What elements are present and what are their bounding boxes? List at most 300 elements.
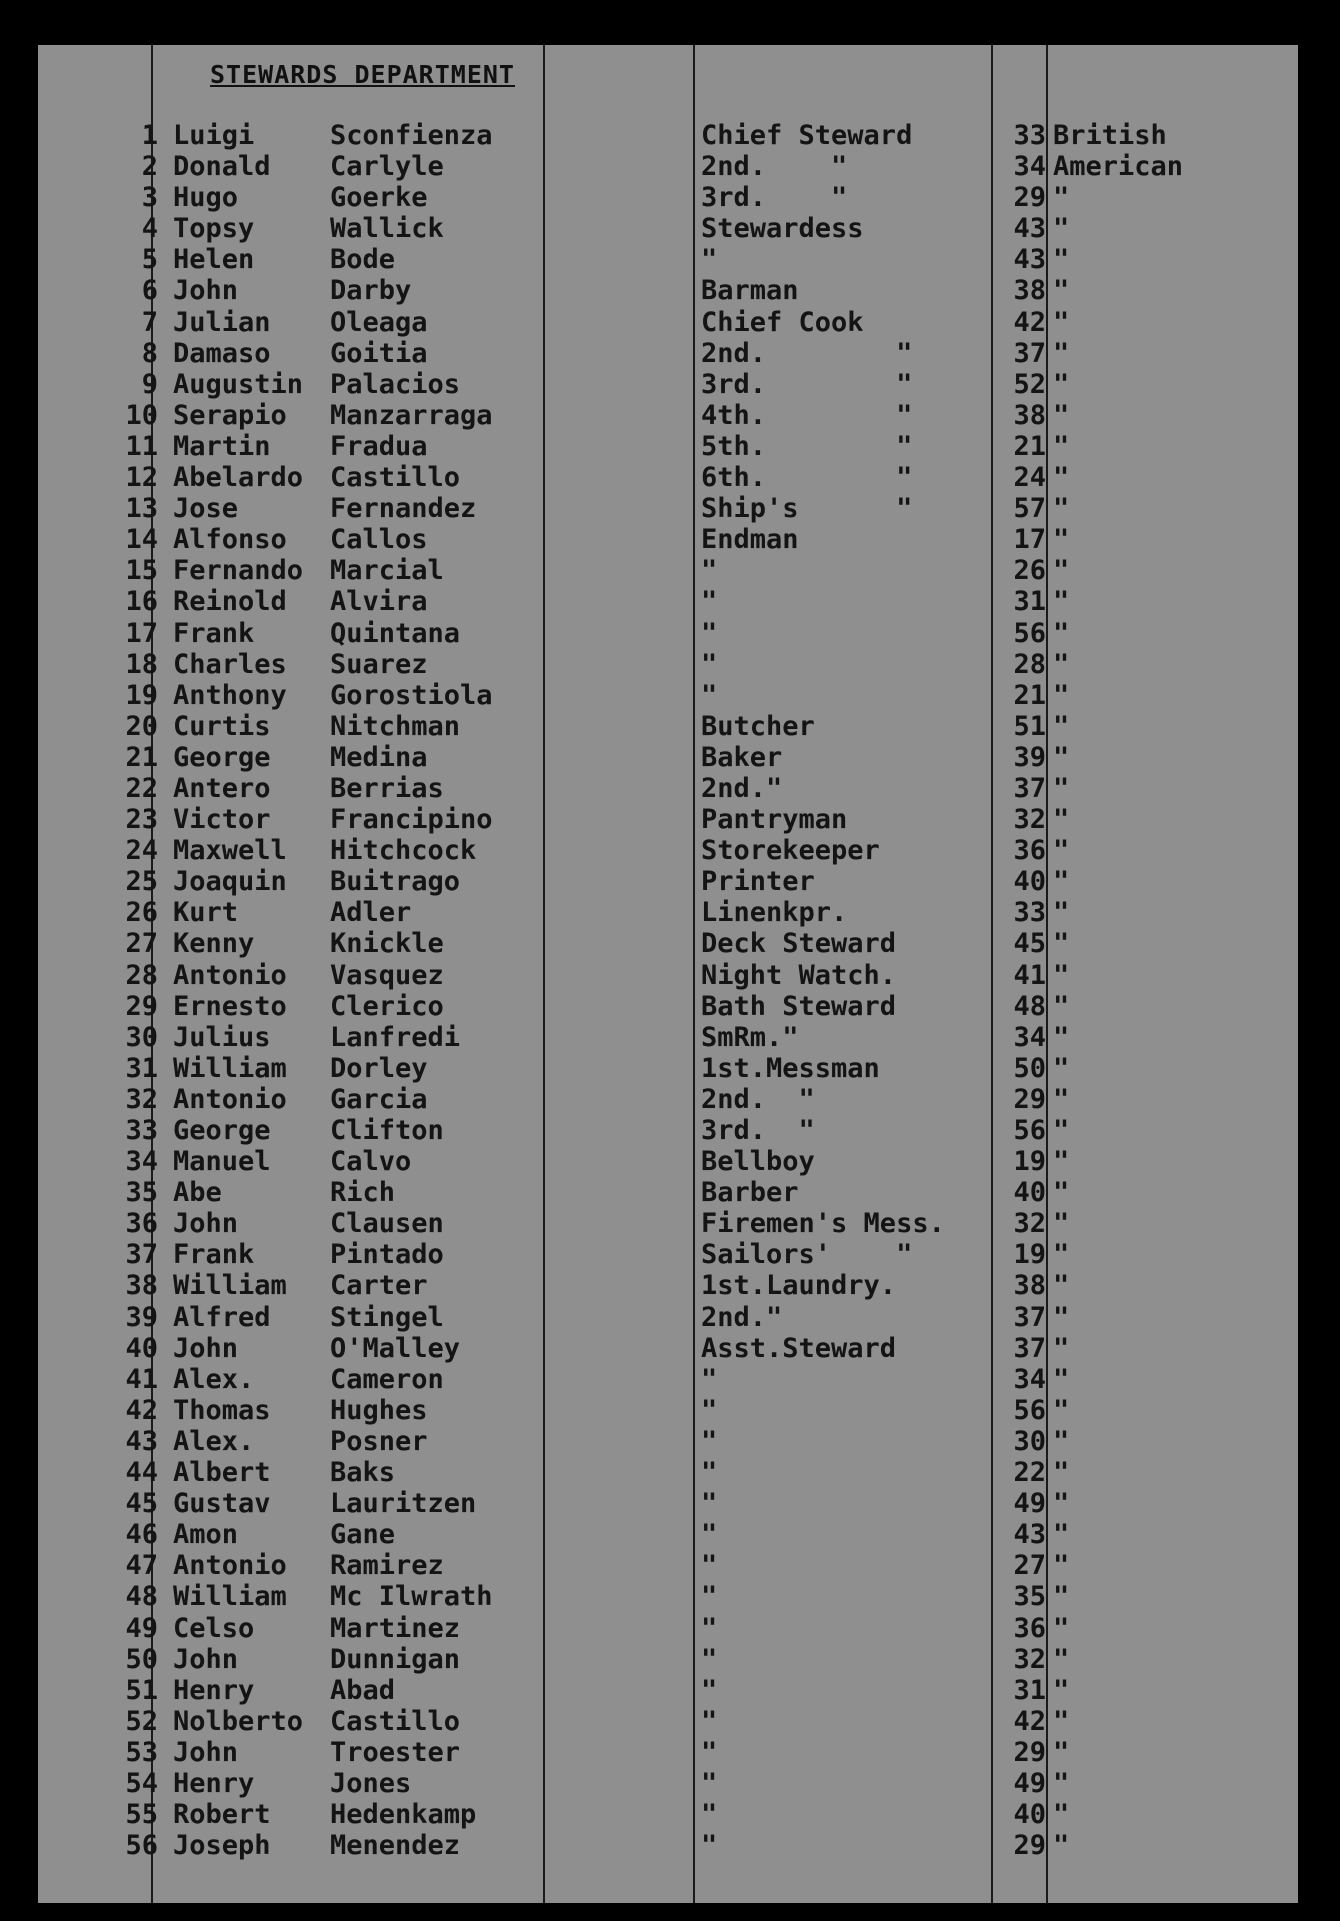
crew-nationality: "	[1053, 1301, 1070, 1333]
crew-number: 1	[141, 120, 158, 151]
crew-nationality: "	[1053, 337, 1070, 369]
crew-position: Stewardess	[701, 213, 864, 245]
crew-nationality: "	[1053, 990, 1070, 1022]
crew-number: 47	[125, 1550, 158, 1582]
crew-age: 36	[1013, 835, 1046, 867]
crew-age: 42	[1013, 306, 1046, 338]
crew-number: 11	[125, 430, 158, 462]
crew-nationality: "	[1053, 586, 1070, 618]
crew-row	[38, 897, 1298, 928]
crew-position: "	[701, 1394, 718, 1426]
crew-nationality: "	[1053, 462, 1070, 494]
crew-last-name: Hitchcock	[330, 835, 477, 867]
crew-number: 22	[125, 772, 158, 804]
crew-nationality: "	[1053, 555, 1070, 587]
crew-row	[38, 773, 1298, 804]
crew-nationality: "	[1053, 524, 1070, 556]
crew-first-name: Charles	[173, 648, 287, 680]
crew-number: 24	[125, 835, 158, 867]
crew-age: 38	[1013, 275, 1046, 307]
crew-row	[38, 1084, 1298, 1115]
crew-row	[38, 649, 1298, 680]
crew-last-name: Carlyle	[330, 151, 444, 183]
crew-nationality: "	[1053, 741, 1070, 773]
crew-last-name: Cameron	[330, 1363, 444, 1395]
crew-nationality: "	[1053, 1705, 1070, 1737]
crew-nationality: "	[1053, 710, 1070, 742]
crew-first-name: Fernando	[173, 555, 304, 587]
crew-row	[38, 1395, 1298, 1426]
crew-row	[38, 618, 1298, 649]
manifest-sheet	[38, 45, 1298, 1903]
crew-position: 3rd. "	[701, 368, 913, 400]
crew-nationality: "	[1053, 1799, 1070, 1831]
crew-last-name: Knickle	[330, 928, 444, 960]
crew-row	[38, 1302, 1298, 1333]
crew-first-name: Joaquin	[173, 866, 287, 898]
crew-first-name: Robert	[173, 1799, 271, 1831]
crew-number: 15	[125, 555, 158, 587]
crew-row	[38, 338, 1298, 369]
crew-nationality: "	[1053, 1239, 1070, 1271]
crew-position: "	[701, 1425, 718, 1457]
crew-age: 37	[1013, 1332, 1046, 1364]
crew-row	[38, 1768, 1298, 1799]
crew-first-name: Topsy	[173, 213, 255, 245]
crew-number: 21	[125, 741, 158, 773]
crew-position: 2nd. "	[701, 337, 913, 369]
crew-last-name: Garcia	[330, 1083, 428, 1115]
crew-position: Barber	[701, 1177, 799, 1209]
crew-last-name: Clerico	[330, 990, 444, 1022]
crew-last-name: Ramirez	[330, 1550, 444, 1582]
crew-age: 28	[1013, 648, 1046, 680]
crew-list	[38, 120, 1298, 1861]
crew-position: Sailors' "	[701, 1239, 913, 1271]
crew-row	[38, 1364, 1298, 1395]
crew-nationality: "	[1053, 804, 1070, 836]
crew-number: 13	[125, 493, 158, 525]
crew-age: 27	[1013, 1550, 1046, 1582]
crew-first-name: John	[173, 275, 239, 307]
crew-age: 43	[1013, 1519, 1046, 1551]
crew-first-name: Antero	[173, 772, 271, 804]
crew-first-name: Nolberto	[173, 1705, 304, 1737]
crew-age: 48	[1013, 990, 1046, 1022]
crew-number: 5	[141, 244, 158, 276]
crew-row	[38, 1830, 1298, 1861]
crew-number: 28	[125, 959, 158, 991]
crew-number: 55	[125, 1799, 158, 1831]
crew-last-name: Castillo	[330, 1705, 461, 1737]
crew-number: 35	[125, 1177, 158, 1209]
crew-number: 56	[125, 1830, 158, 1862]
crew-age: 41	[1013, 959, 1046, 991]
crew-position: 3rd. "	[701, 1115, 815, 1146]
crew-nationality: "	[1053, 1146, 1070, 1178]
crew-number: 38	[125, 1270, 158, 1302]
crew-first-name: George	[173, 741, 271, 773]
department-title: STEWARDS DEPARTMENT	[210, 60, 515, 89]
crew-number: 40	[125, 1332, 158, 1364]
crew-row	[38, 1799, 1298, 1830]
crew-position: "	[701, 1457, 718, 1489]
crew-row	[38, 431, 1298, 462]
crew-first-name: Anthony	[173, 679, 287, 711]
crew-row	[38, 1208, 1298, 1239]
crew-last-name: Adler	[330, 897, 412, 929]
crew-first-name: Alex.	[173, 1363, 255, 1395]
crew-first-name: Damaso	[173, 337, 271, 369]
crew-number: 25	[125, 866, 158, 898]
crew-nationality: "	[1053, 1083, 1070, 1115]
crew-row	[38, 120, 1298, 151]
crew-position: 2nd. "	[701, 1083, 815, 1115]
crew-first-name: Manuel	[173, 1146, 271, 1178]
crew-last-name: Goerke	[330, 182, 428, 214]
crew-position: "	[701, 555, 718, 587]
crew-nationality: "	[1053, 1332, 1070, 1364]
crew-position: "	[701, 679, 718, 711]
crew-age: 24	[1013, 462, 1046, 494]
crew-last-name: Martinez	[330, 1612, 461, 1644]
crew-last-name: Gane	[330, 1519, 396, 1551]
crew-nationality: "	[1053, 1270, 1070, 1302]
crew-row	[38, 586, 1298, 617]
crew-first-name: Amon	[173, 1519, 239, 1551]
crew-first-name: Augustin	[173, 368, 304, 400]
crew-row	[38, 1737, 1298, 1768]
crew-position: Storekeeper	[701, 835, 880, 867]
crew-number: 49	[125, 1612, 158, 1644]
crew-first-name: Serapio	[173, 399, 287, 431]
crew-nationality: "	[1053, 1021, 1070, 1053]
crew-row	[38, 866, 1298, 897]
crew-row	[38, 1426, 1298, 1457]
crew-row	[38, 307, 1298, 338]
crew-number: 42	[125, 1394, 158, 1426]
crew-age: 32	[1013, 804, 1046, 836]
crew-last-name: Goitia	[330, 337, 428, 369]
crew-position: 1st.Laundry.	[701, 1270, 897, 1302]
crew-first-name: Helen	[173, 244, 255, 276]
crew-number: 16	[125, 586, 158, 618]
crew-position: "	[701, 1612, 718, 1644]
crew-row	[38, 1644, 1298, 1675]
crew-age: 22	[1013, 1457, 1046, 1489]
crew-last-name: Rich	[330, 1177, 396, 1209]
crew-first-name: Thomas	[173, 1394, 271, 1426]
crew-number: 32	[125, 1083, 158, 1115]
crew-position: "	[701, 1830, 718, 1862]
crew-position: 2nd."	[701, 1301, 783, 1333]
crew-nationality: "	[1053, 835, 1070, 867]
crew-first-name: Henry	[173, 1674, 255, 1706]
crew-number: 33	[125, 1115, 158, 1146]
crew-row	[38, 928, 1298, 959]
crew-first-name: Julius	[173, 1021, 271, 1053]
crew-age: 34	[1013, 1363, 1046, 1395]
crew-age: 56	[1013, 1394, 1046, 1426]
crew-row	[38, 1270, 1298, 1301]
crew-age: 52	[1013, 368, 1046, 400]
crew-position: "	[701, 586, 718, 618]
crew-age: 21	[1013, 679, 1046, 711]
crew-last-name: Baks	[330, 1457, 396, 1489]
crew-last-name: Oleaga	[330, 306, 428, 338]
crew-first-name: Alfred	[173, 1301, 271, 1333]
crew-number: 17	[125, 617, 158, 649]
crew-nationality: "	[1053, 1457, 1070, 1489]
crew-last-name: Bode	[330, 244, 396, 276]
crew-last-name: Manzarraga	[330, 399, 493, 431]
crew-first-name: Ernesto	[173, 990, 287, 1022]
crew-age: 30	[1013, 1425, 1046, 1457]
crew-nationality: "	[1053, 1767, 1070, 1799]
crew-first-name: Abe	[173, 1177, 222, 1209]
crew-age: 26	[1013, 555, 1046, 587]
crew-first-name: Donald	[173, 151, 271, 183]
crew-nationality: "	[1053, 1830, 1070, 1862]
crew-last-name: Darby	[330, 275, 412, 307]
crew-age: 45	[1013, 928, 1046, 960]
crew-nationality: "	[1053, 1550, 1070, 1582]
crew-first-name: Martin	[173, 430, 271, 462]
crew-last-name: Fernandez	[330, 493, 477, 525]
crew-position: 1st.Messman	[701, 1052, 880, 1084]
crew-last-name: Sconfienza	[330, 120, 493, 151]
crew-row	[38, 742, 1298, 773]
crew-nationality: "	[1053, 399, 1070, 431]
crew-row	[38, 1613, 1298, 1644]
crew-row	[38, 1519, 1298, 1550]
crew-last-name: Buitrago	[330, 866, 461, 898]
crew-last-name: Carter	[330, 1270, 428, 1302]
crew-last-name: Gorostiola	[330, 679, 493, 711]
crew-nationality: "	[1053, 959, 1070, 991]
crew-row	[38, 369, 1298, 400]
crew-first-name: Hugo	[173, 182, 239, 214]
crew-row	[38, 1146, 1298, 1177]
crew-nationality: "	[1053, 679, 1070, 711]
crew-last-name: Palacios	[330, 368, 461, 400]
crew-row	[38, 1675, 1298, 1706]
crew-age: 37	[1013, 1301, 1046, 1333]
crew-nationality: American	[1053, 151, 1184, 183]
crew-number: 50	[125, 1643, 158, 1675]
crew-nationality: "	[1053, 244, 1070, 276]
crew-number: 20	[125, 710, 158, 742]
crew-number: 30	[125, 1021, 158, 1053]
crew-last-name: Lanfredi	[330, 1021, 461, 1053]
crew-age: 34	[1013, 1021, 1046, 1053]
crew-first-name: Gustav	[173, 1488, 271, 1520]
crew-position: "	[701, 1767, 718, 1799]
crew-age: 21	[1013, 430, 1046, 462]
crew-number: 34	[125, 1146, 158, 1178]
crew-age: 32	[1013, 1208, 1046, 1240]
crew-first-name: John	[173, 1643, 239, 1675]
crew-number: 4	[141, 213, 158, 245]
crew-last-name: Posner	[330, 1425, 428, 1457]
crew-nationality: "	[1053, 1612, 1070, 1644]
crew-position: 2nd."	[701, 772, 783, 804]
crew-last-name: Mc Ilwrath	[330, 1581, 493, 1613]
crew-nationality: "	[1053, 1674, 1070, 1706]
crew-age: 40	[1013, 1799, 1046, 1831]
crew-age: 50	[1013, 1052, 1046, 1084]
crew-first-name: Maxwell	[173, 835, 287, 867]
crew-age: 19	[1013, 1146, 1046, 1178]
crew-number: 14	[125, 524, 158, 556]
crew-position: "	[701, 1674, 718, 1706]
crew-last-name: Fradua	[330, 430, 428, 462]
crew-nationality: "	[1053, 1052, 1070, 1084]
crew-last-name: Vasquez	[330, 959, 444, 991]
crew-number: 7	[141, 306, 158, 338]
crew-position: Endman	[701, 524, 799, 556]
crew-position: "	[701, 1519, 718, 1551]
crew-number: 9	[141, 368, 158, 400]
crew-position: "	[701, 1799, 718, 1831]
crew-last-name: Hughes	[330, 1394, 428, 1426]
crew-first-name: Abelardo	[173, 462, 304, 494]
crew-age: 17	[1013, 524, 1046, 556]
crew-number: 39	[125, 1301, 158, 1333]
crew-first-name: William	[173, 1270, 287, 1302]
crew-last-name: Dunnigan	[330, 1643, 461, 1675]
crew-position: "	[701, 617, 718, 649]
crew-number: 48	[125, 1581, 158, 1613]
crew-row	[38, 524, 1298, 555]
crew-last-name: Dorley	[330, 1052, 428, 1084]
crew-nationality: "	[1053, 1488, 1070, 1520]
crew-last-name: Callos	[330, 524, 428, 556]
crew-row	[38, 1053, 1298, 1084]
crew-row	[38, 213, 1298, 244]
crew-number: 18	[125, 648, 158, 680]
crew-number: 26	[125, 897, 158, 929]
crew-position: Printer	[701, 866, 815, 898]
crew-age: 32	[1013, 1643, 1046, 1675]
crew-nationality: "	[1053, 213, 1070, 245]
crew-first-name: Joseph	[173, 1830, 271, 1862]
crew-first-name: Henry	[173, 1767, 255, 1799]
crew-first-name: Julian	[173, 306, 271, 338]
crew-age: 56	[1013, 1115, 1046, 1146]
crew-number: 53	[125, 1736, 158, 1768]
crew-first-name: Frank	[173, 617, 255, 649]
crew-position: "	[701, 1736, 718, 1768]
crew-first-name: John	[173, 1736, 239, 1768]
crew-last-name: Alvira	[330, 586, 428, 618]
crew-nationality: "	[1053, 1425, 1070, 1457]
crew-first-name: Reinold	[173, 586, 287, 618]
crew-number: 37	[125, 1239, 158, 1271]
crew-first-name: Kurt	[173, 897, 239, 929]
crew-last-name: Hedenkamp	[330, 1799, 477, 1831]
crew-position: "	[701, 1363, 718, 1395]
crew-position: "	[701, 1488, 718, 1520]
crew-row	[38, 835, 1298, 866]
crew-age: 31	[1013, 1674, 1046, 1706]
crew-row	[38, 555, 1298, 586]
crew-nationality: "	[1053, 928, 1070, 960]
crew-nationality: "	[1053, 617, 1070, 649]
crew-nationality: "	[1053, 182, 1070, 214]
crew-nationality: "	[1053, 368, 1070, 400]
crew-last-name: Nitchman	[330, 710, 461, 742]
crew-age: 35	[1013, 1581, 1046, 1613]
crew-row	[38, 1239, 1298, 1270]
crew-number: 43	[125, 1425, 158, 1457]
crew-age: 42	[1013, 1705, 1046, 1737]
crew-row	[38, 991, 1298, 1022]
crew-row	[38, 275, 1298, 306]
crew-nationality: "	[1053, 1208, 1070, 1240]
crew-nationality: "	[1053, 1363, 1070, 1395]
crew-last-name: Abad	[330, 1674, 396, 1706]
crew-first-name: William	[173, 1581, 287, 1613]
crew-number: 2	[141, 151, 158, 183]
crew-age: 43	[1013, 213, 1046, 245]
crew-row	[38, 462, 1298, 493]
crew-number: 51	[125, 1674, 158, 1706]
crew-first-name: Antonio	[173, 1083, 287, 1115]
crew-position: 5th. "	[701, 430, 913, 462]
crew-first-name: Antonio	[173, 1550, 287, 1582]
crew-number: 36	[125, 1208, 158, 1240]
crew-age: 39	[1013, 741, 1046, 773]
crew-age: 36	[1013, 1612, 1046, 1644]
crew-row	[38, 680, 1298, 711]
crew-position: Asst.Steward	[701, 1332, 897, 1364]
crew-row	[38, 151, 1298, 182]
crew-position: 3rd. "	[701, 182, 848, 214]
crew-age: 19	[1013, 1239, 1046, 1271]
crew-row	[38, 804, 1298, 835]
crew-position: "	[701, 1705, 718, 1737]
crew-age: 31	[1013, 586, 1046, 618]
crew-last-name: Clausen	[330, 1208, 444, 1240]
crew-age: 56	[1013, 617, 1046, 649]
crew-row	[38, 1333, 1298, 1364]
crew-age: 38	[1013, 399, 1046, 431]
crew-last-name: Quintana	[330, 617, 461, 649]
crew-number: 44	[125, 1457, 158, 1489]
crew-number: 45	[125, 1488, 158, 1520]
crew-age: 34	[1013, 151, 1046, 183]
crew-age: 51	[1013, 710, 1046, 742]
crew-age: 33	[1013, 120, 1046, 151]
crew-first-name: John	[173, 1208, 239, 1240]
crew-last-name: Francipino	[330, 804, 493, 836]
crew-first-name: Luigi	[173, 120, 255, 151]
crew-last-name: Wallick	[330, 213, 444, 245]
crew-number: 10	[125, 399, 158, 431]
crew-first-name: Albert	[173, 1457, 271, 1489]
crew-last-name: Castillo	[330, 462, 461, 494]
crew-first-name: Jose	[173, 493, 239, 525]
crew-number: 8	[141, 337, 158, 369]
crew-number: 27	[125, 928, 158, 960]
crew-position: Chief Steward	[701, 120, 913, 151]
crew-row	[38, 400, 1298, 431]
crew-nationality: "	[1053, 430, 1070, 462]
crew-age: 49	[1013, 1488, 1046, 1520]
crew-age: 29	[1013, 182, 1046, 214]
crew-nationality: "	[1053, 275, 1070, 307]
